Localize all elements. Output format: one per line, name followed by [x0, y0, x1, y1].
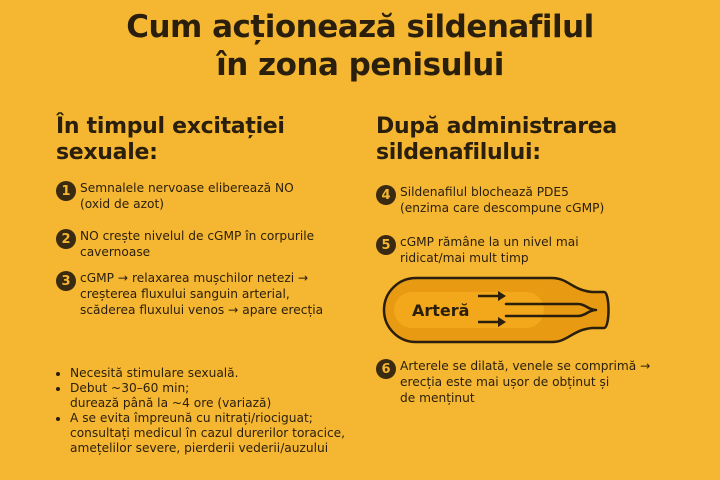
step-number-2: 2 — [56, 229, 76, 249]
step-text-4: Sildenafilul blochează PDE5 (enzima care descompune cGMP) — [400, 185, 605, 215]
left-heading: În timpul excitației sexuale: — [56, 114, 285, 165]
step-text-6: Arterele se dilată, venele se comprimă → erecția este mai ușor de obținut și de menținut — [400, 359, 651, 405]
step-number-4: 4 — [376, 185, 396, 205]
right-heading: După administrarea sildenafilului: — [376, 114, 617, 165]
note-item-1: • Necesită stimulare sexuală. — [70, 366, 390, 381]
note-item-2: • Debut ~30–60 min; durează până la ~4 ore (variază) — [70, 381, 390, 411]
notes-list — [54, 366, 390, 456]
step-number-6: 6 — [376, 359, 396, 379]
title-line-1: Cum acționează sildenafilul — [126, 9, 594, 45]
step-text-3: cGMP → relaxarea mușchilor netezi → creșterea fluxului sanguin arterial, scăderea fluxului venos → apare erecția — [80, 271, 324, 317]
step-text-5: cGMP rămâne la un nivel mai ridicat/mai mult timp — [400, 235, 579, 265]
page-title — [0, 8, 720, 84]
step-text-1: Semnalele nervoase eliberează NO (oxid de azot) — [80, 181, 294, 211]
note-item-3: • A se evita împreună cu nitrați/riociguat; consultați medicul în cazul durerilor toracice, amețelilor severe, pierderii vederii/auzului — [70, 411, 390, 456]
step-1 — [56, 180, 356, 212]
artery-label: Arteră — [412, 301, 470, 320]
artery-diagram — [382, 276, 612, 344]
step-4 — [376, 184, 696, 216]
step-3 — [56, 270, 366, 318]
title-line-2: în zona penisului — [216, 47, 504, 83]
step-6 — [376, 358, 696, 406]
step-number-5: 5 — [376, 235, 396, 255]
step-number-1: 1 — [56, 181, 76, 201]
step-5 — [376, 234, 696, 266]
step-2 — [56, 228, 366, 260]
step-text-2: NO crește nivelul de cGMP în corpurile cavernoase — [80, 229, 315, 259]
step-number-3: 3 — [56, 271, 76, 291]
